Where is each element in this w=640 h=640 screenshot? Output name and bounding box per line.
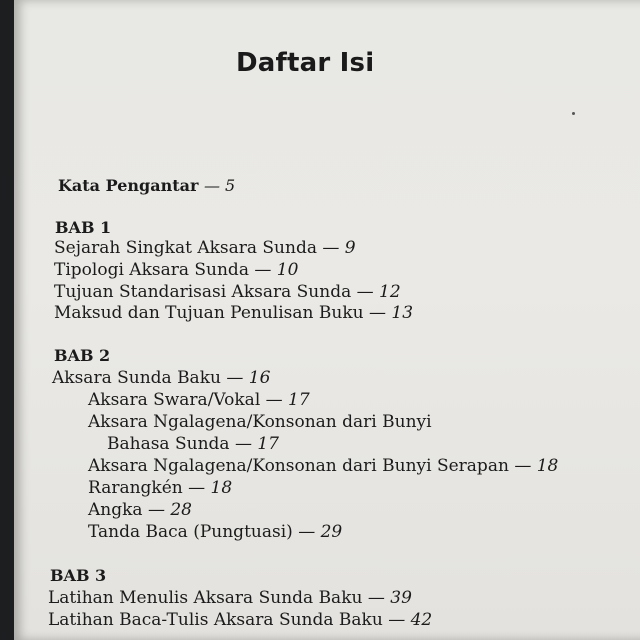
toc-entry-page: — 5 [203, 176, 236, 195]
toc-subentry [88, 456, 558, 476]
toc-entry [54, 238, 356, 258]
toc-entry-text: Aksara Swara/Vokal [88, 390, 261, 410]
book-page [14, 0, 640, 640]
toc-entry [48, 610, 432, 630]
toc-entry-text: Kata Pengantar [58, 176, 199, 195]
toc-entry-page: — 12 [356, 282, 401, 302]
toc-subentry-continuation [107, 434, 279, 454]
toc-entry-page: — 18 [514, 456, 559, 476]
toc-entry [54, 260, 298, 280]
toc-entry-text: Aksara Ngalagena/Konsonan dari Bunyi [88, 412, 432, 432]
toc-entry-text: Tujuan Standarisasi Aksara Sunda [54, 282, 352, 302]
toc-entry-page: — 10 [254, 260, 299, 280]
toc-entry-page: — 29 [298, 522, 343, 542]
toc-entry-page: — 28 [147, 500, 192, 520]
toc-entry [54, 303, 413, 323]
chapter-heading-bab-2: BAB 2 [54, 346, 111, 365]
toc-entry-page: — 9 [322, 238, 356, 258]
toc-entry-text: Aksara Sunda Baku [52, 368, 221, 388]
toc-entry [52, 368, 270, 388]
toc-subentry [88, 522, 342, 542]
toc-entry-text: Tipologi Aksara Sunda [54, 260, 249, 280]
toc-entry-page: — 18 [188, 478, 233, 498]
page-title: Daftar Isi [236, 48, 375, 78]
dust-speck [572, 112, 575, 115]
toc-entry-text: Aksara Ngalagena/Konsonan dari Bunyi Serapan [88, 456, 509, 476]
toc-subentry [88, 390, 310, 410]
chapter-heading-bab-3: BAB 3 [50, 566, 107, 585]
toc-entry-text: Sejarah Singkat Aksara Sunda [54, 238, 317, 258]
toc-entry-text: Bahasa Sunda [107, 434, 230, 454]
toc-entry-text: Tanda Baca (Pungtuasi) [88, 522, 293, 542]
toc-subentry [88, 500, 192, 520]
toc-entry-page: — 17 [265, 390, 310, 410]
chapter-heading-bab-1: BAB 1 [55, 218, 112, 237]
toc-subentry [88, 412, 432, 432]
toc-entry-kata-pengantar [58, 176, 235, 196]
toc-entry-text: Latihan Baca-Tulis Aksara Sunda Baku [48, 610, 383, 630]
toc-entry-page: — 17 [234, 434, 279, 454]
toc-entry [48, 588, 412, 608]
toc-entry-text: Angka [88, 500, 143, 520]
toc-entry-page: — 13 [368, 303, 414, 323]
toc-subentry [88, 478, 232, 498]
toc-entry-text: Latihan Menulis Aksara Sunda Baku [48, 588, 363, 608]
toc-entry-text: Rarangkén [88, 478, 183, 498]
toc-entry-page: — 42 [388, 610, 433, 630]
toc-entry-page: — 16 [226, 368, 271, 388]
toc-entry-page: — 39 [367, 588, 412, 608]
toc-entry [54, 282, 401, 302]
toc-entry-text: Maksud dan Tujuan Penulisan Buku [54, 303, 364, 323]
